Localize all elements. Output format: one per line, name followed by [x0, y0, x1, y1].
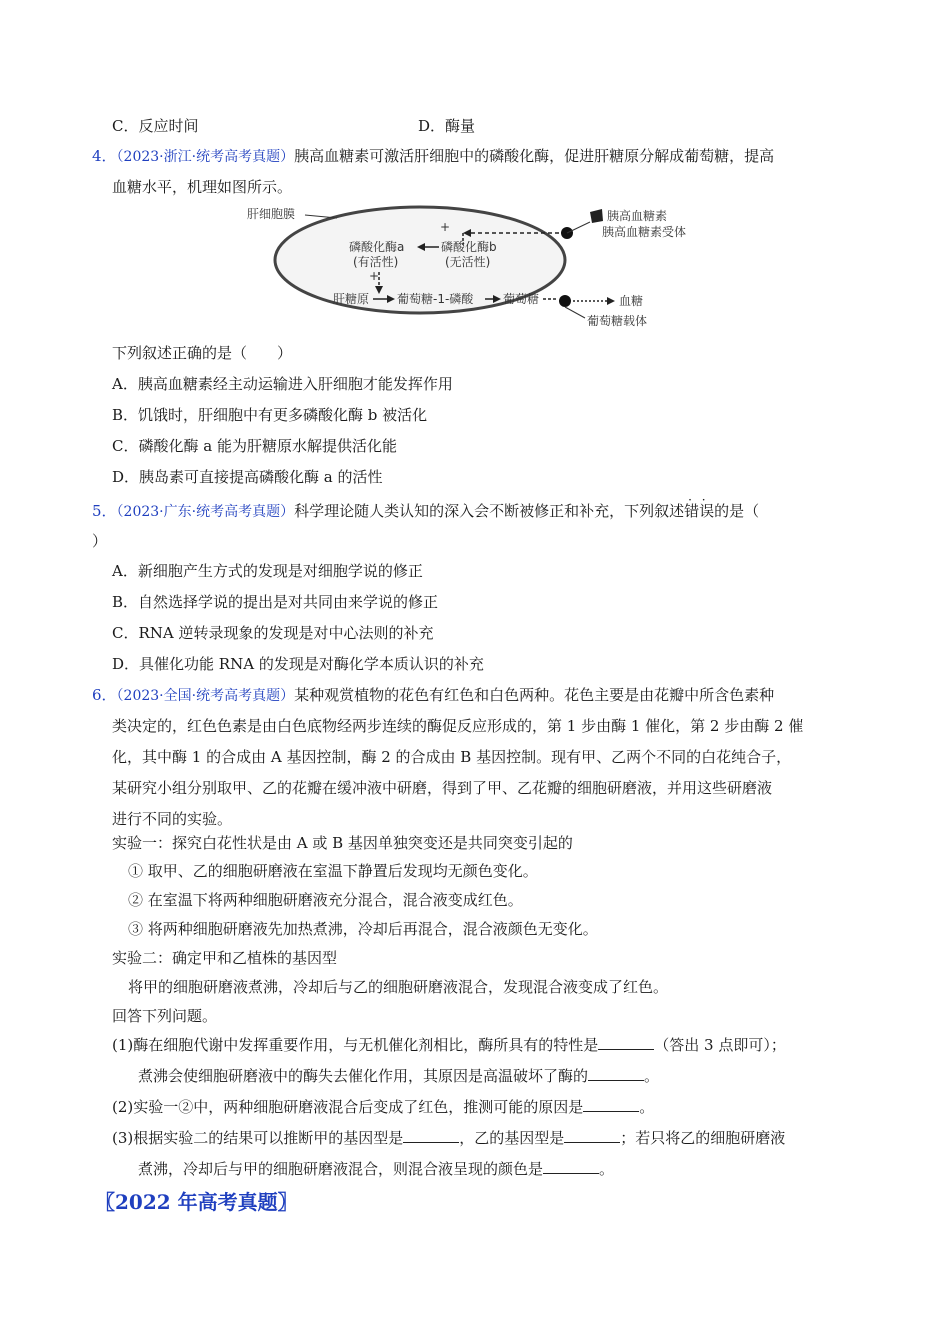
q5-option-a	[112, 561, 423, 581]
q6-stem-line3	[112, 747, 791, 767]
q4-option-d	[112, 467, 383, 487]
answer-blank[interactable]	[583, 1097, 639, 1112]
exp1-step-3	[128, 919, 598, 939]
q4-stem-line1	[92, 146, 774, 167]
q6-stem-line1	[92, 685, 774, 706]
sub-question-text: 煮沸，冷却后与甲的细胞研磨液混合，则混合液呈现的颜色是	[138, 1160, 544, 1178]
sub-question-text: ；若只将乙的细胞研磨液	[620, 1129, 786, 1147]
stem-text: 血糖水平，机理如图所示。	[112, 178, 293, 196]
sub-question-text: （答出 3 点即可）；	[654, 1036, 786, 1054]
plus-sign-1: +	[440, 220, 451, 234]
answer-blank[interactable]	[598, 1035, 654, 1050]
enzyme-b-note: (无活性)	[445, 255, 491, 269]
glucagon-mechanism-diagram	[245, 200, 715, 330]
answer-blank[interactable]	[403, 1128, 459, 1143]
stem-text: 的是（	[714, 502, 760, 520]
plus-sign-2: +	[369, 269, 380, 283]
enzyme-b-label: 磷酸化酶b	[441, 240, 497, 254]
step-text: ③ 将两种细胞研磨液先加热煮沸，冷却后再混合，混合液颜色无变化。	[128, 920, 598, 938]
sub-question-1-line1	[112, 1035, 786, 1055]
q4-option-c	[112, 436, 397, 456]
question-source: （2023·浙江·统考高考真题）	[116, 149, 295, 165]
answer-prompt	[112, 1006, 217, 1026]
sub-question-1-line2	[138, 1066, 659, 1086]
q3-option-d	[418, 116, 475, 136]
period: 。	[644, 1067, 660, 1085]
experiment-title: 实验一：探究白花性状是由 A 或 B 基因单独突变还是共同突变引起的	[112, 834, 573, 852]
period: 。	[599, 1160, 615, 1178]
q4-option-a	[112, 374, 453, 394]
stem-text: 胰高血糖素可激活肝细胞中的磷酸化酶，促进肝糖原分解成葡萄糖，提高	[294, 147, 775, 165]
q6-stem-line5	[112, 809, 232, 829]
carrier-dot	[559, 295, 571, 307]
sub-question-2	[112, 1097, 654, 1117]
option-text: D．胰岛素可直接提高磷酸化酶 a 的活性	[112, 468, 383, 486]
question-source: （2023·全国·统考高考真题）	[116, 688, 295, 704]
q5-stem-line1	[92, 501, 759, 522]
exp2-title	[112, 948, 337, 968]
stem-text: 科学理论随人类认知的深入会不断被修正和补充，下列叙述	[294, 502, 685, 520]
stem-text: 化，其中酶 1 的合成由 A 基因控制，酶 2 的合成由 B 基因控制。现有甲、乙两个不同的白花纯合子，	[112, 748, 792, 766]
section-title: 〖2022 年高考真题〗	[95, 1190, 298, 1214]
sub-question-text: (2)实验一②中，两种细胞研磨液混合后变成了红色，推测可能的原因是	[112, 1098, 584, 1116]
option-text: A．胰高血糖素经主动运输进入肝细胞才能发挥作用	[112, 375, 453, 393]
glucagon-shape	[590, 209, 603, 223]
option-text: A．新细胞产生方式的发现是对细胞学说的修正	[112, 562, 423, 580]
prompt-text: 下列叙述正确的是（ ）	[112, 344, 293, 362]
option-text: D．具催化功能 RNA 的发现是对酶化学本质认识的补充	[112, 655, 484, 673]
q4-prompt	[112, 343, 292, 363]
sub-question-text: ，乙的基因型是	[459, 1129, 565, 1147]
stem-text: 类决定的，红色色素是由白色底物经两步连续的酶促反应形成的，第 1 步由酶 1 催化，第 2 步由酶 2 催	[112, 717, 804, 735]
enzyme-a-note: (有活性)	[353, 255, 399, 269]
sub-question-text: 煮沸会使细胞研磨液中的酶失去催化作用，其原因是高温破坏了酶的	[138, 1067, 589, 1085]
exp1-title	[112, 833, 573, 853]
step-text: ② 在室温下将两种细胞研磨液充分混合，混合液变成红色。	[128, 891, 523, 909]
option-text: D．酶量	[418, 117, 476, 135]
sub-question-text: (3)根据实验二的结果可以推断甲的基因型是	[112, 1129, 404, 1147]
q6-stem-line2	[112, 716, 803, 736]
period: 。	[639, 1098, 655, 1116]
option-text: C．反应时间	[112, 117, 199, 135]
exp1-step-2	[128, 890, 523, 910]
experiment-text: 将甲的细胞研磨液煮沸，冷却后与乙的细胞研磨液混合，发现混合液变成了红色。	[128, 978, 669, 996]
stem-text: 某研究小组分别取甲、乙的花瓣在缓冲液中研磨，得到了甲、乙花瓣的细胞研磨液，并用这些研磨液	[112, 779, 773, 797]
option-text: C．磷酸化酶 a 能为肝糖原水解提供活化能	[112, 437, 397, 455]
exp2-text	[128, 977, 668, 997]
stem-text: ）	[92, 532, 108, 550]
answer-blank[interactable]	[543, 1159, 599, 1174]
sub-question-3-line2	[138, 1159, 614, 1179]
blood-sugar-label: 血糖	[619, 294, 644, 308]
glucose-label: 葡萄糖	[503, 292, 540, 306]
sub-question-text: (1)酶在细胞代谢中发挥重要作用，与无机催化剂相比，酶所具有的特性是	[112, 1036, 599, 1054]
carrier-label: 葡萄糖载体	[587, 314, 648, 328]
glucagon-label: 胰高血糖素	[607, 209, 668, 223]
q5-stem-line2	[92, 531, 107, 551]
g1p-label: 葡萄糖-1-磷酸	[397, 292, 474, 306]
exp1-step-1	[128, 861, 538, 881]
membrane-label: 肝细胞膜	[247, 207, 296, 221]
question-number: 4．	[92, 147, 117, 165]
question-source: （2023·广东·统考高考真题）	[116, 504, 295, 520]
sub-question-3-line1	[112, 1128, 785, 1148]
option-text: B．自然选择学说的提出是对共同由来学说的修正	[112, 593, 439, 611]
q5-option-d	[112, 654, 484, 674]
emphasis-text: 错误 · ·	[684, 502, 714, 520]
answer-blank[interactable]	[564, 1128, 620, 1143]
step-text: ① 取甲、乙的细胞研磨液在室温下静置后发现均无颜色变化。	[128, 862, 538, 880]
stem-text: 某种观赏植物的花色有红色和白色两种。花色主要是由花瓣中所含色素种	[294, 686, 775, 704]
glycogen-label: 肝糖原	[333, 292, 370, 306]
q5-option-b	[112, 592, 438, 612]
option-text: C．RNA 逆转录现象的发现是对中心法则的补充	[112, 624, 434, 642]
experiment-title: 实验二：确定甲和乙植株的基因型	[112, 949, 338, 967]
enzyme-a-label: 磷酸化酶a	[349, 240, 405, 254]
q5-option-c	[112, 623, 434, 643]
q6-stem-line4	[112, 778, 772, 798]
q4-option-b	[112, 405, 427, 425]
question-number: 6．	[92, 686, 117, 704]
answer-blank[interactable]	[588, 1066, 644, 1081]
question-number: 5．	[92, 502, 117, 520]
receptor-label: 胰高血糖素受体	[602, 225, 687, 239]
stem-text: 进行不同的实验。	[112, 810, 233, 828]
q3-option-c	[112, 116, 198, 136]
option-text: B．饥饿时，肝细胞中有更多磷酸化酶 b 被活化	[112, 406, 428, 424]
prompt-text: 回答下列问题。	[112, 1007, 218, 1025]
q4-stem-line2	[112, 177, 292, 197]
